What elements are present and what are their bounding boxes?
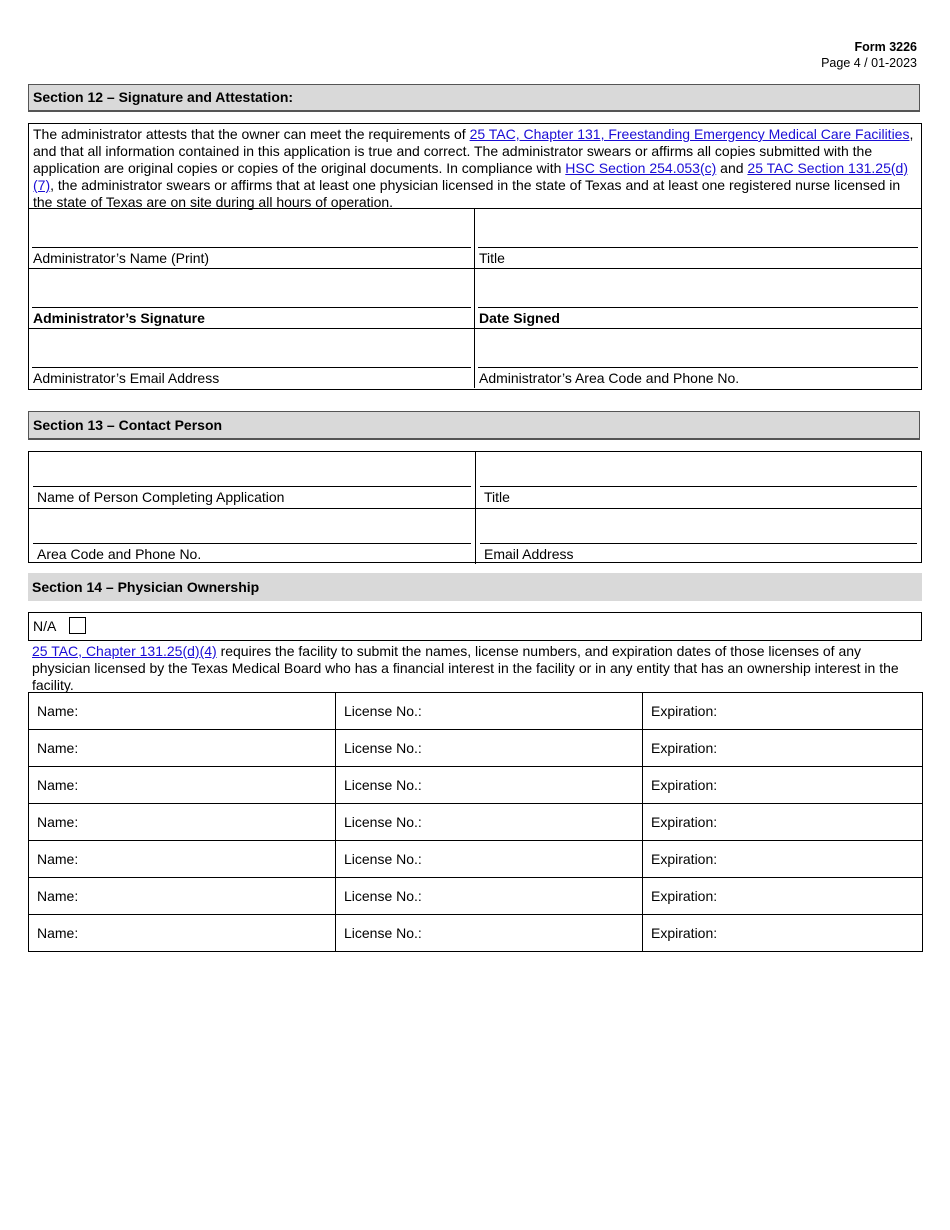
link-hsc-254-053c[interactable]: HSC Section 254.053(c): [565, 160, 717, 176]
field-underline: [32, 307, 471, 308]
admin-title-label: Title: [479, 250, 505, 266]
expiration-cell[interactable]: Expiration:: [643, 693, 923, 730]
section-12-header: [28, 84, 920, 112]
row-contact-phone-email: [29, 508, 921, 564]
table-row: [29, 693, 923, 730]
field-underline: [480, 543, 917, 544]
row-admin-name-title: [29, 208, 921, 268]
expiration-cell[interactable]: Expiration:: [643, 767, 923, 804]
page-info: Page 4 / 01-2023: [821, 56, 917, 70]
attestation-text: [29, 124, 921, 208]
form-number: Form 3226: [854, 40, 917, 54]
field-underline: [33, 543, 471, 544]
field-underline: [478, 307, 918, 308]
expiration-cell[interactable]: Expiration:: [643, 730, 923, 767]
attest-text-2: , and that all information contained in this application is true and correct. The administrator swears or affirms all copies submitted with the application are original copies or copies of the original documents. In compliance with: [33, 126, 914, 176]
table-row: [29, 915, 923, 952]
admin-signature-label: Administrator’s Signature: [33, 310, 205, 326]
section-14-title: Section 14 – Physician Ownership: [32, 579, 260, 595]
attest-text-1: The administrator attests that the owner can meet the requirements of: [33, 126, 470, 142]
admin-name-field[interactable]: [29, 209, 475, 268]
contact-email-field[interactable]: [476, 509, 921, 564]
attest-text-3: and: [716, 160, 748, 176]
admin-title-field[interactable]: [475, 209, 921, 268]
expiration-cell[interactable]: Expiration:: [643, 878, 923, 915]
link-25-tac-chapter-131[interactable]: 25 TAC, Chapter 131, Freestanding Emergency Medical Care Facilities: [469, 126, 910, 142]
link-25-tac-131-25d7[interactable]: 25 TAC Section 131.25(d)(7): [33, 160, 908, 193]
section-13-box: [28, 451, 922, 563]
contact-email-label: Email Address: [484, 546, 574, 562]
row-contact-name-title: [29, 452, 921, 508]
license-cell[interactable]: License No.:: [336, 767, 643, 804]
link-25-tac-131-25d4[interactable]: 25 TAC, Chapter 131.25(d)(4): [32, 643, 217, 659]
physician-ownership-note: [32, 643, 920, 694]
admin-phone-label: Administrator’s Area Code and Phone No.: [479, 370, 740, 386]
na-checkbox[interactable]: [69, 617, 86, 634]
name-cell[interactable]: Name:: [29, 915, 336, 952]
table-row: [29, 841, 923, 878]
physician-note-text: requires the facility to submit the names, license numbers, and expiration dates of those licenses of any physician licensed by the Texas Medical Board who has a financial interest in the facility or in any entity that has an ownership interest in the facility.: [32, 643, 899, 693]
table-row: [29, 804, 923, 841]
date-signed-label: Date Signed: [479, 310, 560, 326]
name-cell[interactable]: Name:: [29, 841, 336, 878]
admin-signature-field[interactable]: [29, 269, 475, 328]
physician-ownership-table: [28, 692, 923, 952]
admin-email-label: Administrator’s Email Address: [33, 370, 220, 386]
name-cell[interactable]: Name:: [29, 878, 336, 915]
admin-phone-field[interactable]: [475, 329, 921, 388]
table-row: [29, 878, 923, 915]
field-underline: [32, 247, 471, 248]
row-signature-date: [29, 268, 921, 328]
expiration-cell[interactable]: Expiration:: [643, 804, 923, 841]
attest-text-4: , the administrator swears or affirms that at least one physician licensed in the state of Texas and at least one registered nurse licensed in the state of Texas are on site during all hours of operation.: [33, 177, 901, 210]
field-underline: [480, 486, 917, 487]
section-14-header: [28, 573, 922, 601]
contact-title-field[interactable]: [476, 452, 921, 508]
na-label: N/A: [33, 618, 57, 634]
section-13-header: [28, 411, 920, 440]
name-cell[interactable]: Name:: [29, 730, 336, 767]
field-underline: [478, 367, 918, 368]
name-cell[interactable]: Name:: [29, 767, 336, 804]
name-cell[interactable]: Name:: [29, 804, 336, 841]
admin-email-field[interactable]: [29, 329, 475, 388]
section-12-title: Section 12 – Signature and Attestation:: [33, 89, 294, 105]
admin-name-label: Administrator’s Name (Print): [33, 250, 210, 266]
section-12-box: [28, 123, 922, 390]
license-cell[interactable]: License No.:: [336, 915, 643, 952]
license-cell[interactable]: License No.:: [336, 693, 643, 730]
na-row: [28, 612, 922, 641]
expiration-cell[interactable]: Expiration:: [643, 915, 923, 952]
contact-title-label: Title: [484, 489, 510, 505]
section-13-title: Section 13 – Contact Person: [33, 417, 223, 433]
field-underline: [33, 486, 471, 487]
date-signed-field[interactable]: [475, 269, 921, 328]
field-underline: [478, 247, 918, 248]
license-cell[interactable]: License No.:: [336, 730, 643, 767]
license-cell[interactable]: License No.:: [336, 841, 643, 878]
name-cell[interactable]: Name:: [29, 693, 336, 730]
contact-name-field[interactable]: [29, 452, 476, 508]
contact-name-label: Name of Person Completing Application: [37, 489, 285, 505]
table-row: [29, 730, 923, 767]
contact-phone-field[interactable]: [29, 509, 476, 564]
license-cell[interactable]: License No.:: [336, 804, 643, 841]
contact-phone-label: Area Code and Phone No.: [37, 546, 202, 562]
form-identifier: [821, 39, 917, 71]
license-cell[interactable]: License No.:: [336, 878, 643, 915]
field-underline: [32, 367, 471, 368]
expiration-cell[interactable]: Expiration:: [643, 841, 923, 878]
table-row: [29, 767, 923, 804]
row-email-phone: [29, 328, 921, 388]
